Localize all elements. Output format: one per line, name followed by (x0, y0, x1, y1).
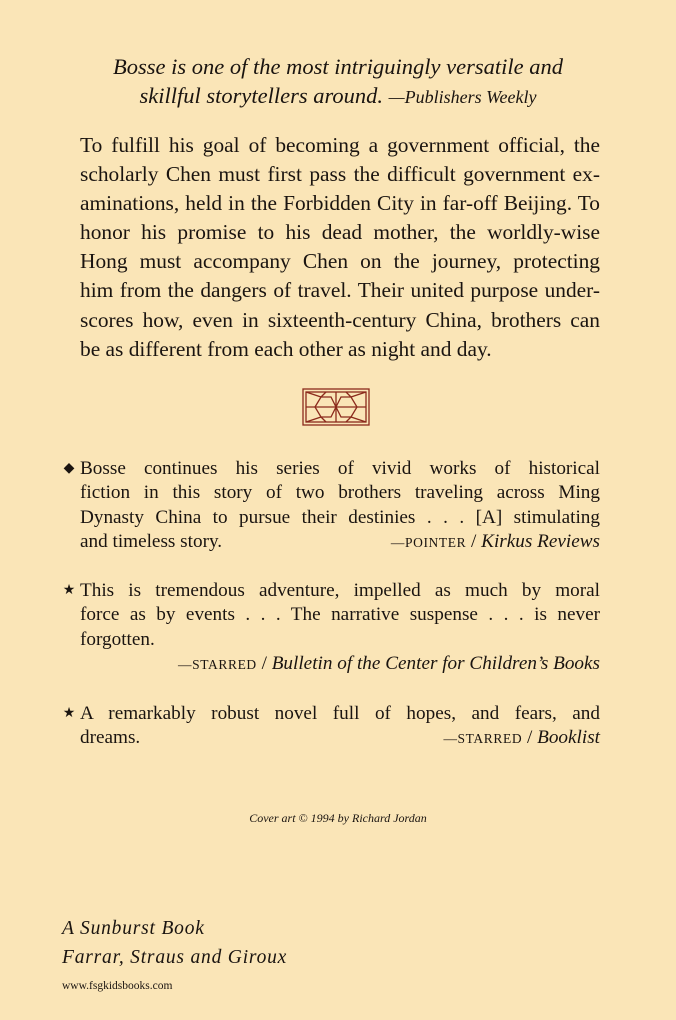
cover-art-credit: Cover art © 1994 by Richard Jordan (249, 811, 427, 825)
star-bullet-icon: ★ (62, 706, 76, 721)
review-attribution (443, 726, 600, 751)
review-line: forgotten. (80, 628, 155, 650)
synopsis-line: To fulfill his goal of becoming a government official, the (80, 133, 600, 157)
epigraph-quote-line1: Bosse is one of the most intriguingly versatile and (113, 54, 563, 79)
synopsis-paragraph (80, 131, 600, 364)
review-line: A remarkably robust novel full of hopes, and fears, and (80, 703, 600, 724)
attribution-kind: —STARRED (443, 731, 523, 747)
synopsis-line: be as different from each other as night and day. (80, 336, 492, 361)
review-booklist (62, 702, 600, 752)
synopsis-line: Hong must accompany Chen on the journey, protecting (80, 249, 600, 274)
lattice-ornament-icon (302, 388, 370, 426)
epigraph-quote-line2: skillful storytellers around. (139, 83, 384, 108)
synopsis-line: scholarly Chen must first pass the difficult government ex- (80, 162, 600, 187)
review-line: This is tremendous adventure, impelled as much by moral (80, 580, 600, 601)
review-line: Bosse continues his series of vivid works of historical (80, 458, 600, 479)
epigraph-source: —Publishers Weekly (388, 87, 537, 107)
epigraph (60, 52, 616, 112)
attribution-kind: —POINTER (390, 534, 467, 550)
diamond-bullet-icon: ◆ (63, 461, 75, 476)
review-line: fiction in this story of two brothers traveling across Ming (80, 482, 600, 504)
attribution-publication: Kirkus Reviews (481, 530, 600, 552)
synopsis-line: aminations, held in the Forbidden City in far-off Beijing. To (80, 191, 600, 216)
publisher-url[interactable]: www.fsgkidsbooks.com (62, 980, 173, 992)
review-attribution (391, 530, 600, 555)
review-line: force as by events . . . The narrative suspense . . . is never (80, 604, 600, 626)
review-last-line (80, 726, 600, 751)
imprint-line1: A Sunburst Book (62, 918, 205, 939)
review-line: dreams. (80, 727, 141, 749)
attribution-separator: / (522, 727, 538, 749)
star-bullet-icon: ★ (62, 583, 76, 598)
review-attribution (80, 652, 600, 677)
attribution-separator: / (466, 530, 482, 552)
review-last-line (80, 530, 600, 555)
attribution-publication: Bulletin of the Center for Children’s Books (271, 652, 600, 674)
review-line: and timeless story. (80, 530, 223, 552)
attribution-kind: —STARRED (178, 656, 257, 672)
review-bulletin (62, 579, 600, 677)
attribution-separator: / (256, 652, 272, 674)
synopsis-line: scores how, even in sixteenth-century China, brothers can (80, 307, 600, 332)
synopsis-line: him from the dangers of travel. Their united purpose under- (80, 278, 600, 303)
imprint-line2: Farrar, Straus and Giroux (62, 947, 288, 968)
attribution-publication: Booklist (537, 727, 600, 749)
epigraph-line2 (60, 81, 616, 112)
synopsis-line: honor his promise to his dead mother, the worldly-wise (80, 220, 600, 245)
review-kirkus (63, 457, 600, 555)
review-line: Dynasty China to pursue their destinies . . . [A] stimulating (80, 506, 600, 528)
